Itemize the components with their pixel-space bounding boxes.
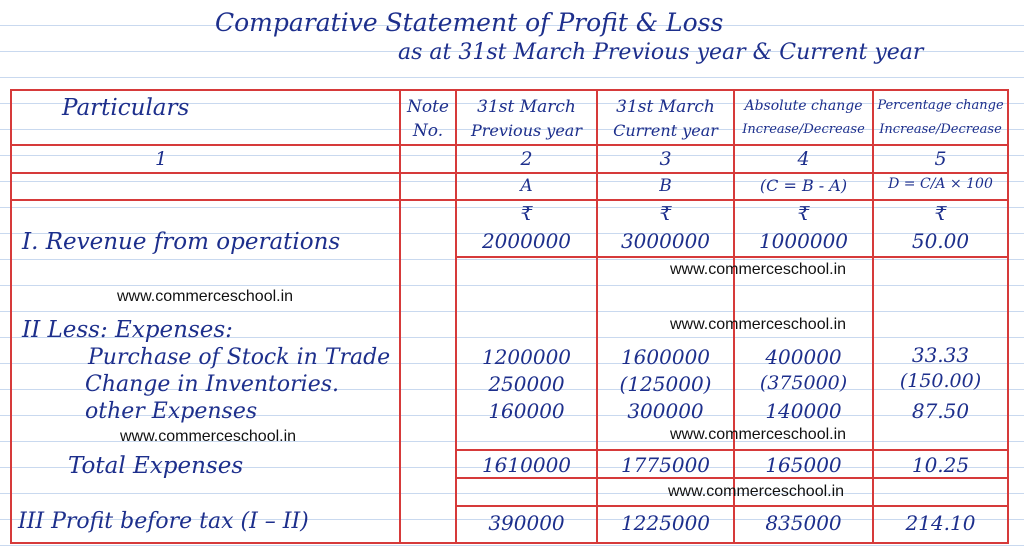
watermark: www.commerceschool.in — [670, 316, 847, 333]
table-border-right — [1007, 89, 1009, 544]
currency-symbol: ₹ — [659, 203, 672, 225]
currency-symbol: ₹ — [797, 203, 810, 225]
header-note-no: No. — [412, 121, 444, 141]
row-label-purchase: Purchase of Stock in Trade — [88, 345, 391, 370]
cell-profit-current: 1225000 — [620, 511, 711, 535]
cell-inventories-current: (125000) — [619, 372, 712, 396]
cell-purchase-current: 1600000 — [620, 345, 711, 369]
cell-other-previous: 160000 — [488, 399, 565, 423]
col-number-5: 5 — [934, 148, 947, 170]
cell-other-percentage: 87.50 — [911, 399, 970, 423]
col-number-2: 2 — [520, 148, 533, 170]
header-previous-year: Previous year — [471, 121, 582, 140]
header-percentage-change: Percentage change — [877, 98, 1004, 113]
cell-revenue-current: 3000000 — [620, 229, 711, 253]
cell-total-percentage: 10.25 — [911, 453, 970, 477]
col-divider — [399, 89, 401, 544]
row-divider — [455, 449, 1009, 451]
row-label-other-expenses: other Expenses — [85, 399, 258, 424]
watermark: www.commerceschool.in — [117, 288, 294, 305]
col-letter-b: B — [659, 176, 672, 196]
watermark: www.commerceschool.in — [120, 428, 297, 445]
watermark: www.commerceschool.in — [670, 426, 847, 443]
row-divider — [455, 477, 1009, 479]
page-title: Comparative Statement of Profit & Loss — [215, 8, 724, 37]
row-divider — [10, 144, 1009, 146]
cell-profit-previous: 390000 — [488, 511, 565, 535]
row-label-total-expenses: Total Expenses — [68, 453, 244, 479]
row-divider — [10, 172, 1009, 174]
cell-other-current: 300000 — [627, 399, 704, 423]
table-border-bottom — [10, 542, 1009, 544]
header-particulars: Particulars — [62, 95, 190, 121]
row-divider — [455, 256, 1009, 258]
col-formula-c: (C = B - A) — [759, 176, 848, 195]
watermark: www.commerceschool.in — [668, 483, 845, 500]
col-number-3: 3 — [659, 148, 672, 170]
page-subtitle: as at 31st March Previous year & Current year — [398, 40, 924, 65]
cell-total-previous: 1610000 — [481, 453, 572, 477]
cell-revenue-absolute: 1000000 — [758, 229, 849, 253]
header-absolute-change: Absolute change — [744, 98, 863, 114]
row-divider — [455, 505, 1009, 507]
cell-purchase-absolute: 400000 — [765, 345, 842, 369]
col-number-4: 4 — [797, 148, 810, 170]
cell-profit-percentage: 214.10 — [905, 511, 976, 535]
cell-inventories-absolute: (375000) — [759, 372, 848, 394]
col-letter-a: A — [520, 176, 533, 196]
cell-other-absolute: 140000 — [765, 399, 842, 423]
cell-inventories-previous: 250000 — [488, 372, 565, 396]
header-note: Note — [406, 97, 449, 117]
cell-inventories-percentage: (150.00) — [899, 370, 982, 392]
col-number-1: 1 — [155, 148, 168, 170]
header-current-year: Current year — [613, 121, 718, 140]
row-label-change-inventories: Change in Inventories. — [85, 372, 339, 397]
cell-profit-absolute: 835000 — [765, 511, 842, 535]
header-percentage-incdec: Increase/Decrease — [879, 122, 1002, 137]
cell-purchase-percentage: 33.33 — [911, 343, 970, 367]
currency-symbol: ₹ — [520, 203, 533, 225]
header-current-date: 31st March — [616, 97, 715, 117]
watermark: www.commerceschool.in — [670, 261, 847, 278]
row-label-profit-before-tax: III Profit before tax (I – II) — [18, 509, 309, 534]
cell-purchase-previous: 1200000 — [481, 345, 572, 369]
table-border-top — [10, 89, 1009, 91]
cell-revenue-previous: 2000000 — [481, 229, 572, 253]
col-formula-d: D = C/A × 100 — [888, 176, 993, 192]
cell-total-absolute: 165000 — [765, 453, 842, 477]
row-divider — [10, 199, 1009, 201]
row-label-revenue: I. Revenue from operations — [22, 229, 341, 255]
row-label-less-expenses: II Less: Expenses: — [22, 317, 233, 343]
table-border-left — [10, 89, 12, 544]
cell-total-current: 1775000 — [620, 453, 711, 477]
header-absolute-incdec: Increase/Decrease — [742, 122, 865, 137]
cell-revenue-percentage: 50.00 — [911, 229, 970, 253]
header-previous-date: 31st March — [477, 97, 576, 117]
currency-symbol: ₹ — [934, 203, 947, 225]
